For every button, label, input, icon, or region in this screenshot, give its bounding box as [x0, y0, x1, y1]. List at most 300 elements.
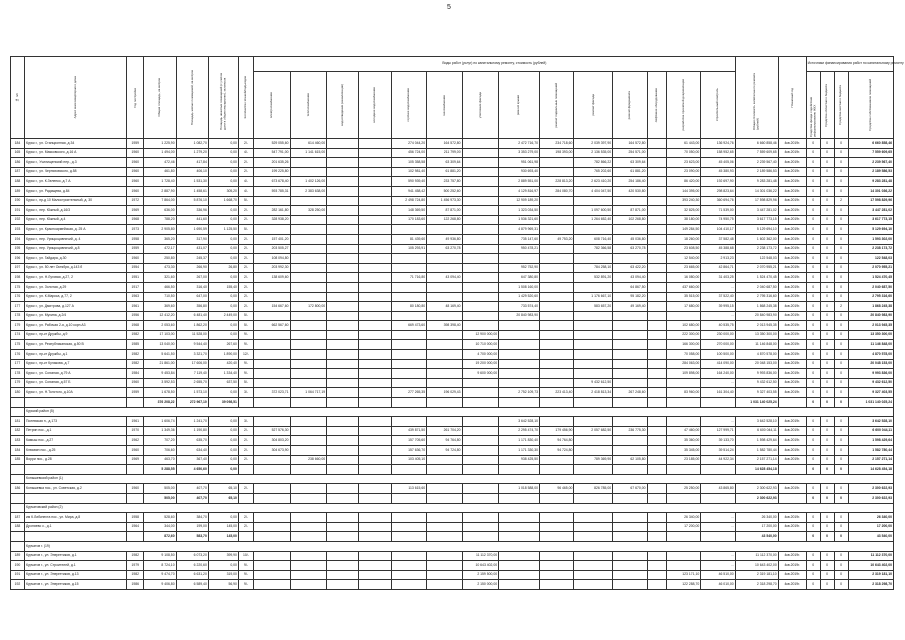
row-work-cost-3 [327, 340, 359, 350]
row-work-cost-12 [647, 263, 666, 273]
row-address: Курск г., ул. Рабочая 2-я, д.10 корп.А3 [24, 321, 126, 331]
row-nonliving-area: 65,10 [208, 484, 238, 494]
row-work-cost-3 [327, 570, 359, 580]
row-fin-source-2: 0 [820, 196, 834, 206]
row-itog: 17 200,00 [848, 522, 893, 532]
row-total-cost: 2 189 586,53 [735, 167, 778, 177]
row-fin-source-1: 0 [806, 206, 820, 216]
subtotal-fin-cell: 0 [834, 493, 848, 503]
row-total-area: 7 864,00 [144, 196, 176, 206]
row-work-cost-4 [359, 254, 391, 264]
row-work-cost-4 [359, 292, 391, 302]
row-work-cost-11: 267 248,60 [613, 388, 647, 398]
subtotal-no-cell [11, 465, 25, 475]
row-plan-year: 4кв.2019г. [778, 206, 806, 216]
row-nonliving-area: 305,20 [208, 186, 238, 196]
row-work-cost-5 [391, 254, 426, 264]
row-itog: 10 643 402,00 [848, 561, 893, 571]
row-year: 1961 [127, 302, 144, 312]
row-itog: 1 524 470,45 [848, 273, 893, 283]
row-work-cost-2 [290, 158, 327, 168]
row-work-cost-10 [574, 513, 613, 523]
row-work-cost-7: 19 200 000,00 [462, 359, 499, 369]
row-work-cost-1: 372 023,71 [253, 388, 290, 398]
row-nonliving-area: 0,00 [208, 234, 238, 244]
row-plan-year: 4кв.2019г. [778, 311, 806, 321]
row-fin-source-1: 0 [806, 570, 820, 580]
row-itog: 11 112 370,00 [848, 551, 893, 561]
row-work-cost-9 [540, 522, 574, 532]
subtotal-empty-cell [499, 398, 540, 408]
row-total-cost: 2 319 181,10 [735, 570, 778, 580]
row-work-cost-3 [327, 302, 359, 312]
row-address: Курск г., ул. Н.Толстого, д.10А [24, 388, 126, 398]
row-fin-source-2: 0 [820, 388, 834, 398]
row-total-cost: 5 129 694,10 [735, 225, 778, 235]
row-work-cost-14: 42 864,71 [701, 263, 735, 273]
row-floors: 12/- [238, 350, 253, 360]
row-work-cost-2 [290, 167, 327, 177]
row-address: Камыш пос., д.27 [24, 436, 126, 446]
row-work-cost-5 [391, 522, 426, 532]
row-number: 186 [11, 484, 25, 494]
row-total-cost: 3 617 773,15 [735, 215, 778, 225]
row-work-cost-13: 393 240,30 [666, 196, 700, 206]
capital-repair-table [10, 56, 904, 590]
row-fin-source-1: 0 [806, 417, 820, 427]
row-itog: 14 301 036,22 [848, 186, 893, 196]
row-fin-source-2: 0 [820, 359, 834, 369]
row-work-cost-4 [359, 388, 391, 398]
row-fin-source-1: 0 [806, 580, 820, 590]
row-fin-source-2: 0 [820, 330, 834, 340]
row-work-cost-8: 1 508 160,00 [499, 282, 540, 292]
row-work-cost-9 [540, 244, 574, 254]
row-work-cost-4 [359, 215, 391, 225]
row-total-area: 321,60 [144, 273, 176, 283]
row-nonliving-area: 2 449,00 [208, 311, 238, 321]
row-work-cost-12 [647, 273, 666, 283]
row-work-cost-1: 157 401,20 [253, 234, 290, 244]
row-plan-year: 4кв.2019г. [778, 177, 806, 187]
subtotal-fin-cell: 0 [834, 465, 848, 475]
subtotal-empty-cell [613, 532, 647, 542]
table-row [11, 417, 894, 427]
row-living-area: 316,40 [176, 282, 208, 292]
row-fin-source-1: 0 [806, 484, 820, 494]
table-row [11, 436, 894, 446]
row-number: 191 [11, 206, 25, 216]
row-work-cost-8 [499, 522, 540, 532]
row-work-cost-2: 1 402 126,00 [290, 177, 327, 187]
subtotal-empty-cell [327, 532, 359, 542]
row-itog: 3 617 773,15 [848, 215, 893, 225]
work-header-10: ремонт фасада [574, 72, 613, 139]
row-work-cost-8: 12 909 189,20 [499, 196, 540, 206]
row-total-cost: 122 548,03 [735, 254, 778, 264]
work-header-8: ремонт крыши [499, 72, 540, 139]
row-work-cost-3 [327, 369, 359, 379]
row-work-cost-11: 61 881,20 [613, 167, 647, 177]
row-work-cost-1 [253, 551, 290, 561]
row-total-area: 505,00 [144, 484, 176, 494]
row-work-cost-4 [359, 282, 391, 292]
row-work-cost-6 [427, 484, 462, 494]
row-total-area: 21 861,00 [144, 359, 176, 369]
row-work-cost-5 [391, 263, 426, 273]
row-nonliving-area: 0,00 [208, 206, 238, 216]
row-total-area: 636,00 [144, 206, 176, 216]
row-work-cost-14: 298 823,64 [701, 186, 735, 196]
row-total-area: 2 887,90 [144, 186, 176, 196]
row-work-cost-14: 230 000,00 [701, 330, 735, 340]
row-fin-source-1: 0 [806, 263, 820, 273]
subtotal-empty-cell [391, 398, 426, 408]
row-work-cost-9: 284 080,70 [540, 186, 574, 196]
row-work-cost-9 [540, 455, 574, 465]
row-year: 1960 [127, 167, 144, 177]
row-work-cost-2 [290, 513, 327, 523]
row-fin-source-3: 0 [834, 225, 848, 235]
row-work-cost-3 [327, 139, 359, 149]
row-plan-year: 4кв.2019г. [778, 436, 806, 446]
row-work-cost-5 [391, 551, 426, 561]
row-fin-source-1: 0 [806, 436, 820, 446]
subtotal-empty-cell [327, 398, 359, 408]
row-plan-year: 4кв.2019г. [778, 282, 806, 292]
row-work-cost-8: 647 380,80 [499, 273, 540, 283]
subtotal-row [11, 398, 894, 408]
row-work-cost-11: 49 169,40 [613, 302, 647, 312]
row-fin-source-2: 0 [820, 148, 834, 158]
subtotal-empty-cell [574, 465, 613, 475]
row-total-cost: 10 643 402,00 [735, 561, 778, 571]
row-number: 175 [11, 340, 25, 350]
row-floors: 2/- [238, 455, 253, 465]
row-living-area: 199,00 [176, 522, 208, 532]
row-work-cost-9 [540, 158, 574, 168]
row-work-cost-5: 157 705,60 [391, 436, 426, 446]
row-work-cost-7: 2 150 000,00 [462, 580, 499, 590]
row-total-cost: 20 840 983,90 [735, 311, 778, 321]
row-number: 184 [11, 446, 25, 456]
row-work-cost-13: 86 420,00 [666, 177, 700, 187]
table-row [11, 158, 894, 168]
row-fin-source-2: 0 [820, 417, 834, 427]
row-work-cost-12 [647, 359, 666, 369]
row-floors: 3/- [238, 388, 253, 398]
row-fin-source-3: 0 [834, 321, 848, 331]
row-number: 175 [11, 282, 25, 292]
row-work-cost-9: 96 465,00 [540, 484, 574, 494]
row-work-cost-14: 414 090,00 [701, 359, 735, 369]
row-itog: 6 600 044,11 [848, 426, 893, 436]
row-total-cost: 2 040 687,50 [735, 282, 778, 292]
row-work-cost-13: 23 665,00 [666, 263, 700, 273]
row-living-area: 647,00 [176, 292, 208, 302]
row-fin-source-1: 0 [806, 359, 820, 369]
row-nonliving-area: 1 890,00 [208, 350, 238, 360]
row-address: Ворри пос., д.28 [24, 455, 126, 465]
row-nonliving-area: 0,00 [208, 417, 238, 427]
row-work-cost-8: 1 171 830,40 [499, 436, 540, 446]
table-row [11, 455, 894, 465]
row-work-cost-12 [647, 522, 666, 532]
row-work-cost-7 [462, 158, 499, 168]
row-work-cost-12 [647, 426, 666, 436]
subtotal-empty-cell [701, 493, 735, 503]
row-work-cost-9 [540, 350, 574, 360]
row-nonliving-area: 26,80 [208, 263, 238, 273]
row-work-cost-8: 951 061,98 [499, 158, 540, 168]
row-work-cost-11 [613, 330, 647, 340]
row-work-cost-9 [540, 570, 574, 580]
row-work-cost-14: 270 000,00 [701, 340, 735, 350]
row-floors: 3/- [238, 417, 253, 427]
row-work-cost-2 [290, 340, 327, 350]
row-work-cost-1: 304 673,90 [253, 446, 290, 456]
table-row [11, 148, 894, 158]
subtotal-empty-cell [701, 532, 735, 542]
row-work-cost-12 [647, 561, 666, 571]
row-fin-source-3: 2 [834, 196, 848, 206]
row-plan-year: 4кв.2019г. [778, 273, 806, 283]
row-work-cost-6: 398 398,40 [427, 321, 462, 331]
row-fin-source-2: 0 [820, 350, 834, 360]
row-work-cost-3 [327, 186, 359, 196]
row-work-cost-1 [253, 378, 290, 388]
row-fin-source-1: 0 [806, 455, 820, 465]
row-number: 194 [11, 234, 25, 244]
row-work-cost-8: 3 642 528,10 [499, 417, 540, 427]
row-work-cost-2 [290, 426, 327, 436]
row-nonliving-area: 56,90 [208, 580, 238, 590]
table-row [11, 225, 894, 235]
row-floors: 5/- [238, 321, 253, 331]
row-number: 186 [11, 158, 25, 168]
row-work-cost-12 [647, 158, 666, 168]
row-work-cost-14: ... [701, 551, 735, 561]
row-living-area: 417,84 [176, 158, 208, 168]
row-work-cost-11 [613, 196, 647, 206]
row-work-cost-10 [574, 417, 613, 427]
row-work-cost-8 [499, 561, 540, 571]
row-work-cost-14: 74 950,75 [701, 215, 735, 225]
row-total-cost: 1 524 470,45 [735, 273, 778, 283]
row-work-cost-6 [427, 225, 462, 235]
table-row [11, 350, 894, 360]
row-work-cost-11 [613, 311, 647, 321]
row-floors: 2/- [238, 263, 253, 273]
row-fin-source-3: 0 [834, 580, 848, 590]
row-total-area: 9 453,84 [144, 369, 176, 379]
table-row [11, 426, 894, 436]
subtotal-empty-cell [540, 465, 574, 475]
subtotal-empty-cell [290, 465, 327, 475]
row-work-cost-9 [540, 580, 574, 590]
row-work-cost-3 [327, 551, 359, 561]
table-row [11, 359, 894, 369]
row-work-cost-5: 102 981,40 [391, 167, 426, 177]
row-fin-source-2: 0 [820, 186, 834, 196]
row-work-cost-12 [647, 139, 666, 149]
row-living-area: 245,37 [176, 254, 208, 264]
subtotal-empty-cell [359, 493, 391, 503]
row-work-cost-2 [290, 436, 327, 446]
row-work-cost-12 [647, 484, 666, 494]
row-work-cost-13: 18 260,00 [666, 234, 700, 244]
subtotal-no-cell [11, 398, 25, 408]
row-address: Курск г., ул. 50 лет Октября, д.143 б [24, 263, 126, 273]
row-work-cost-5 [391, 330, 426, 340]
subtotal-year-cell [127, 532, 144, 542]
row-total-area: 3 592,53 [144, 378, 176, 388]
row-floors: 9/- [238, 570, 253, 580]
row-year: 1982 [127, 350, 144, 360]
row-work-cost-13: 26 340,00 [666, 513, 700, 523]
row-work-cost-3 [327, 321, 359, 331]
row-total-cost: 2 239 567,40 [735, 158, 778, 168]
row-nonliving-area: 0,00 [208, 330, 238, 340]
subtotal-living-area: 272 967,10 [176, 398, 208, 408]
row-work-cost-5: 157 636,70 [391, 446, 426, 456]
row-work-cost-10: 1 097 600,50 [574, 206, 613, 216]
row-work-cost-11 [613, 359, 647, 369]
row-nonliving-area: 0,00 [208, 244, 238, 254]
row-address: Курчатов г., ул. Строителей, д.1 [24, 561, 126, 571]
row-floors: 5/- [238, 196, 253, 206]
row-work-cost-10: 9 432 612,50 [574, 378, 613, 388]
row-itog: 1 598 429,64 [848, 436, 893, 446]
subtotal-empty-cell [253, 398, 290, 408]
row-fin-source-1: 0 [806, 292, 820, 302]
row-itog: 2 319 181,10 [848, 570, 893, 580]
row-work-cost-3 [327, 436, 359, 446]
row-work-cost-14: 31 403,25 [701, 273, 735, 283]
row-work-cost-14: ... [701, 561, 735, 571]
row-work-cost-1: 138 609,60 [253, 273, 290, 283]
row-address: Дроняево с., д.1 [24, 522, 126, 532]
row-total-cost: 2 157 271,14 [735, 455, 778, 465]
row-work-cost-10: 2 057 682,50 [574, 426, 613, 436]
row-work-cost-9: 179 456,90 [540, 426, 574, 436]
row-year: 1962 [127, 436, 144, 446]
row-floors: 4/- [238, 186, 253, 196]
row-total-cost: 6 600 044,11 [735, 426, 778, 436]
subtotal-empty-cell [647, 493, 666, 503]
subtotal-living-area: 4 650,60 [176, 465, 208, 475]
row-fin-source-2: 0 [820, 426, 834, 436]
subtotal-address-cell [24, 493, 126, 503]
row-work-cost-6: 49 936,80 [427, 234, 462, 244]
row-fin-source-1: 0 [806, 446, 820, 456]
row-number: 179 [11, 378, 25, 388]
row-work-cost-1: 328 938,20 [253, 215, 290, 225]
row-work-cost-3 [327, 225, 359, 235]
subtotal-empty-cell [613, 398, 647, 408]
row-fin-source-3: 0 [834, 446, 848, 456]
subtotal-plan-cell [778, 398, 806, 408]
row-work-cost-2: 2 383 638,00 [290, 186, 327, 196]
row-work-cost-3 [327, 484, 359, 494]
row-work-cost-8 [499, 513, 540, 523]
row-work-cost-9 [540, 359, 574, 369]
row-work-cost-4 [359, 225, 391, 235]
row-work-cost-1 [253, 580, 290, 590]
row-work-cost-2 [290, 369, 327, 379]
row-work-cost-5: 103 405,10 [391, 455, 426, 465]
row-plan-year: 4кв.2019г. [778, 215, 806, 225]
row-work-cost-4 [359, 234, 391, 244]
row-itog: 2 070 955,21 [848, 263, 893, 273]
row-work-cost-12 [647, 254, 666, 264]
row-work-cost-14: 37 582,48 [701, 234, 735, 244]
table-row [11, 206, 894, 216]
row-fin-source-2: 0 [820, 302, 834, 312]
row-work-cost-2 [290, 551, 327, 561]
row-plan-year: 4кв.2019г. [778, 580, 806, 590]
row-fin-source-2: 0 [820, 282, 834, 292]
row-total-cost: 1 598 429,64 [735, 436, 778, 446]
row-work-cost-6 [427, 369, 462, 379]
table-row [11, 551, 894, 561]
row-number: 192 [11, 580, 25, 590]
table-row [11, 340, 894, 350]
row-work-cost-14: 71 539,00 [701, 206, 735, 216]
row-work-cost-2 [290, 378, 327, 388]
row-work-cost-6: 48 169,40 [427, 302, 462, 312]
table-row [11, 369, 894, 379]
row-address: Курск г., пр-кт Кулакова, д.7 [24, 359, 126, 369]
row-work-cost-5 [391, 292, 426, 302]
row-work-cost-3 [327, 158, 359, 168]
row-work-cost-6: 233 757,80 [427, 177, 462, 187]
subtotal-fin-cell: 0 [806, 532, 820, 542]
row-fin-source-3: 0 [834, 254, 848, 264]
row-work-cost-7 [462, 196, 499, 206]
row-fin-source-3: 0 [834, 378, 848, 388]
row-work-cost-12 [647, 234, 666, 244]
row-work-cost-1: 199 225,80 [253, 167, 290, 177]
row-work-cost-11: 62 105,80 [613, 455, 647, 465]
row-fin-source-1: 0 [806, 273, 820, 283]
row-fin-source-1: 0 [806, 513, 820, 523]
row-work-cost-7: 11 112 370,00 [462, 551, 499, 561]
row-work-cost-11: 420 530,80 [613, 186, 647, 196]
row-nonliving-area: 1 334,40 [208, 369, 238, 379]
row-total-cost: 9 283 281,48 [735, 177, 778, 187]
row-work-cost-12 [647, 369, 666, 379]
row-total-cost: 9 993 836,00 [735, 369, 778, 379]
table-row [11, 330, 894, 340]
row-plan-year: 4кв.2019г. [778, 455, 806, 465]
row-work-cost-10: 826 785,00 [574, 484, 613, 494]
row-total-area: 9 406,80 [144, 580, 176, 590]
row-plan-year: 4кв.2019г. [778, 139, 806, 149]
row-living-area: 6 631,20 [176, 570, 208, 580]
row-itog: 1 582 780,44 [848, 446, 893, 456]
row-work-cost-7 [462, 244, 499, 254]
row-work-cost-13: 47 460,00 [666, 426, 700, 436]
row-work-cost-13 [666, 417, 700, 427]
row-number: 188 [11, 522, 25, 532]
row-plan-year: 4кв.2019г. [778, 321, 806, 331]
row-work-cost-14: 136 924,76 [701, 139, 735, 149]
row-plan-year: 4кв.2019г. [778, 196, 806, 206]
row-living-area: 336,96 [176, 206, 208, 216]
row-living-area: 384,70 [176, 513, 208, 523]
row-year: 1972 [127, 196, 144, 206]
